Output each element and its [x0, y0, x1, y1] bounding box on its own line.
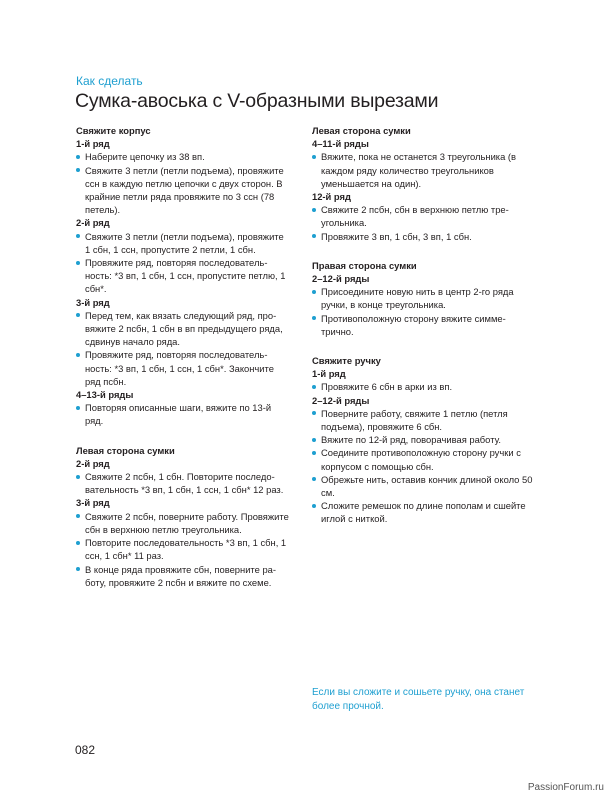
row-heading: 2-й ряд: [76, 457, 110, 469]
instruction-item: Свяжите 2 псбн, 1 сбн. Повторите последовательность *3 вп, 1 сбн, 1 ссн, 1 сбн* 12 раз.: [76, 470, 291, 496]
instruction-item: Провяжите 6 сбн в арки из вп.: [312, 380, 534, 393]
instruction-item: Повторяя описанные шаги, вяжите по 13-й ряд.: [76, 401, 291, 427]
row-heading: 1-й ряд: [312, 368, 346, 380]
tip-note: Если вы сложите и сошьете ручку, она станет более прочной.: [312, 687, 525, 712]
instruction-item: Провяжите 3 вп, 1 сбн, 3 вп, 1 сбн.: [312, 230, 534, 243]
instruction-item: Обрежьте нить, оставив кончик длиной около 50 см.: [312, 473, 534, 499]
section-body: [76, 444, 291, 589]
row-heading: 2-й ряд: [76, 217, 110, 229]
page-title: Сумка-авоська с V-образными вырезами: [75, 90, 439, 112]
row-heading: 3-й ряд: [76, 497, 110, 509]
section-title: Левая сторона сумки: [312, 125, 411, 136]
section-title: Левая сторона сумки: [76, 444, 175, 456]
instruction-item: Провяжите ряд, повторяя последовательность: *3 вп, 1 сбн, 1 ссн, 1 сбн*. Закончите ряд псбн.: [76, 348, 291, 388]
instruction-item: Провяжите ряд, повторяя последовательность: *3 вп, 1 сбн, 1 ссн, пропустите петлю, 1 сбн*.: [76, 256, 291, 296]
row-heading: 12-й ряд: [312, 191, 351, 203]
instruction-item: В конце ряда провяжите сбн, поверните работу, провяжите 2 псбн и вяжите по схеме.: [76, 563, 291, 589]
section-body: [312, 259, 534, 338]
right-column: [312, 124, 534, 526]
row-heading: 4–11-й ряды: [312, 138, 369, 150]
section-body: [312, 124, 534, 243]
section-title: Правая сторона сумки: [312, 259, 417, 271]
page-number: 082: [75, 743, 96, 757]
section-kicker: Как сделать: [76, 74, 143, 88]
instruction-item: Свяжите 3 петли (петли подъема), провяжите 1 сбн, 1 ссн, пропустите 2 петли, 1 сбн.: [76, 230, 291, 256]
instruction-item: Свяжите 2 псбн, сбн в верхнюю петлю треугольника.: [312, 203, 534, 229]
instruction-item: Сложите ремешок по длине пополам и сшейте иглой с ниткой.: [312, 499, 534, 525]
row-heading: 4–13-й ряды: [76, 389, 134, 401]
section-body: [76, 124, 291, 428]
instruction-item: Свяжите 2 псбн, поверните работу. Провяжите сбн в верхнюю петлю треугольника.: [76, 510, 291, 536]
left-column: [76, 124, 291, 589]
row-heading: 2–12-й ряды: [312, 273, 370, 285]
instruction-item: Свяжите 3 петли (петли подъема), провяжите ссн в каждую петлю цепочки с двух сторон. В крайние петли ряда провяжите по 3 ссн (78 петель).: [76, 164, 291, 217]
watermark: PassionForum.ru: [527, 782, 604, 793]
row-heading: 2–12-й ряды: [312, 394, 370, 406]
instruction-item: Повторите последовательность *3 вп, 1 сбн, 1 ссн, 1 сбн* 11 раз.: [76, 536, 291, 562]
section-title: Свяжите корпус: [76, 125, 151, 136]
instruction-item: Перед тем, как вязать следующий ряд, провяжите 2 псбн, 1 сбн в вп предыдущего ряда, сдвинув начало ряда.: [76, 309, 291, 349]
instruction-item: Соедините противоположную сторону ручки с корпусом с помощью сбн.: [312, 446, 534, 472]
section-title: Свяжите ручку: [312, 355, 381, 367]
row-heading: 3-й ряд: [76, 296, 110, 308]
section-body: [312, 354, 534, 526]
instruction-item: Вяжите, пока не останется 3 треугольника (в каждом ряду количество треугольников уменьшается на один).: [312, 150, 534, 190]
instruction-item: Противоположную сторону вяжите симметрично.: [312, 312, 534, 338]
instruction-item: Вяжите по 12-й ряд, поворачивая работу.: [312, 433, 534, 446]
instruction-item: Поверните работу, свяжите 1 петлю (петля подъема), провяжите 6 сбн.: [312, 407, 534, 433]
instruction-item: Присоедините новую нить в центр 2-го ряда ручки, в конце треугольника.: [312, 285, 534, 311]
instruction-item: Наберите цепочку из 38 вп.: [76, 150, 291, 163]
row-heading: 1-й ряд: [76, 138, 110, 150]
